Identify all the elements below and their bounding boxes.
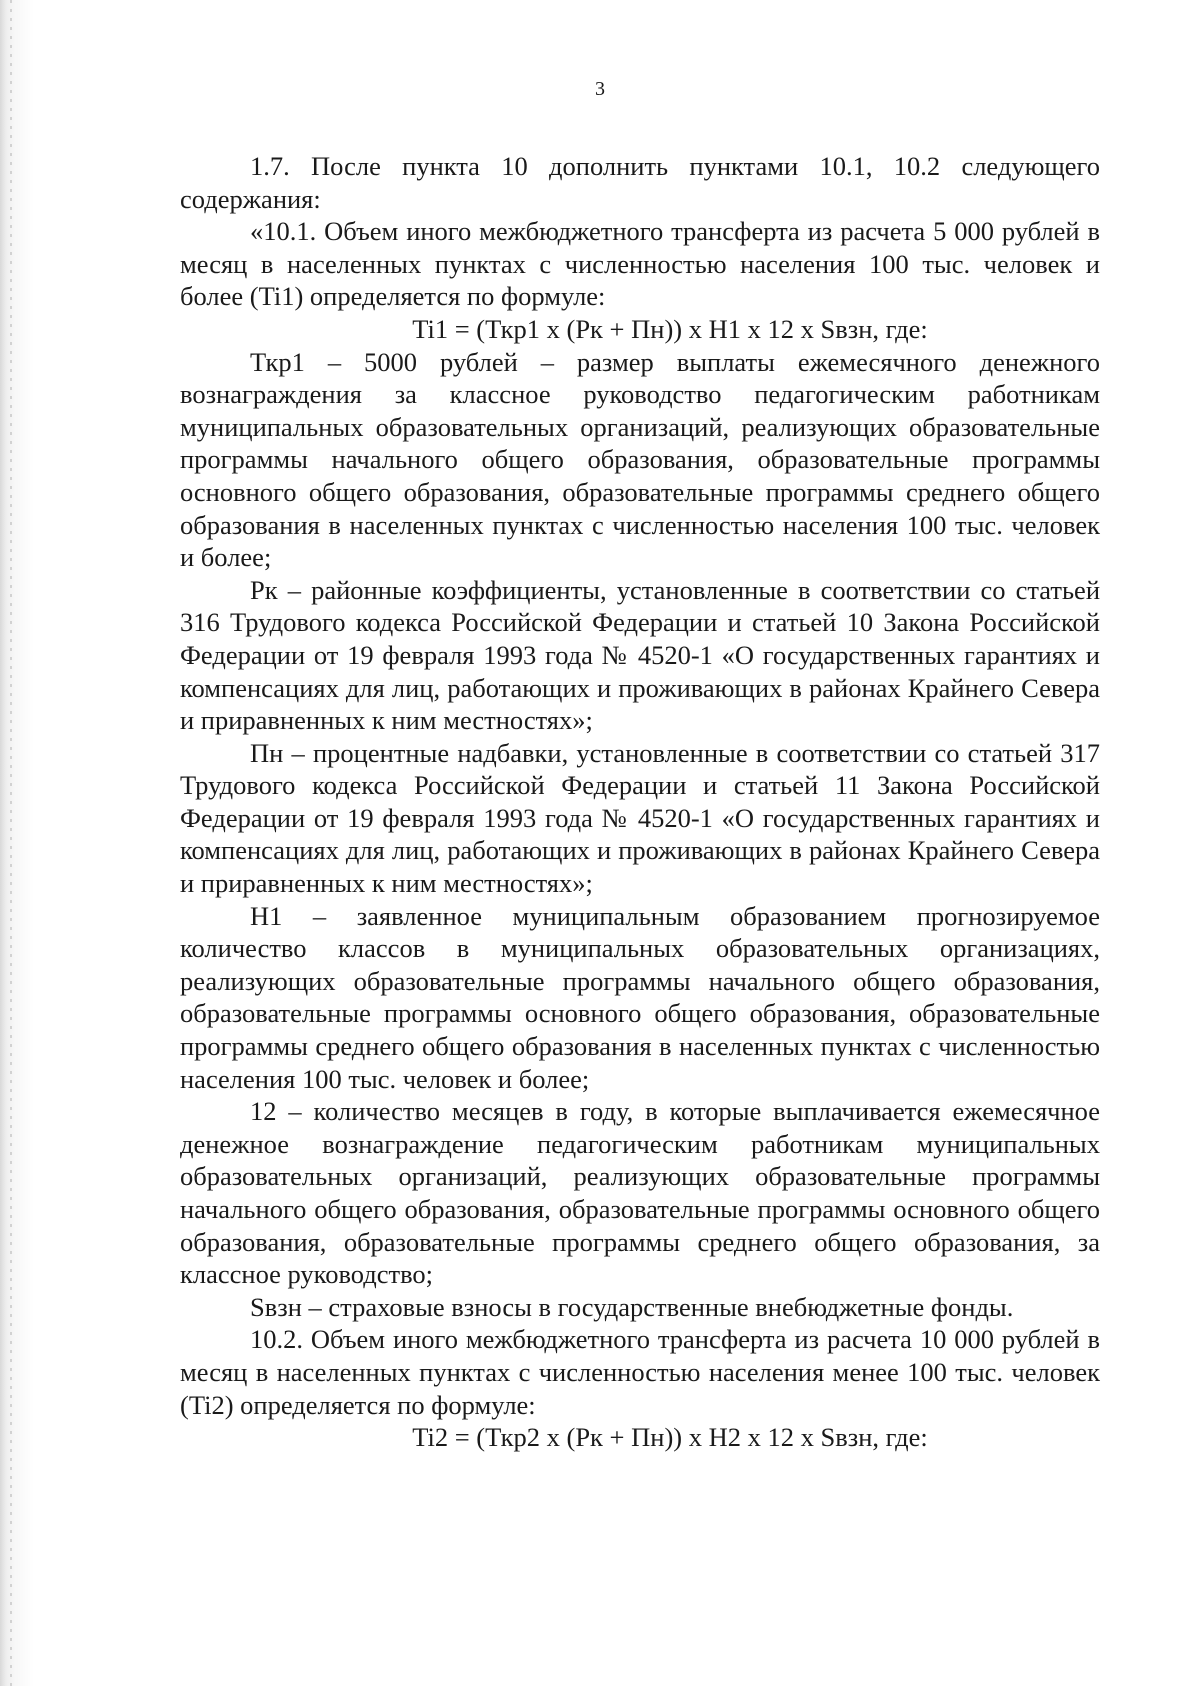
definition-12-months: 12 – количество месяцев в году, в которые выплачивается ежемесячное денежное вознаграждение педагогическим работникам муниципальных образовательных организаций, реализующих образовательные программы начального общего образования, образовательные программы основного общего образования, образовательные программы среднего общего образования, за классное руководство; [180, 1096, 1100, 1290]
formula-ti1: Ti1 = (Ткр1 х (Рк + Пн)) х Н1 х 12 х Sвзн, где: [412, 313, 928, 344]
paragraph-amendment-intro: 1.7. После пункта 10 дополнить пунктами 10.1, 10.2 следующего содержания: [180, 151, 1100, 214]
definition-svzn: Sвзн – страховые взносы в государственные внебюджетные фонды. [250, 1291, 1014, 1322]
paragraph-10-1: «10.1. Объем иного межбюджетного трансферта из расчета 5 000 рублей в месяц в населенных пунктах с численностью населения 100 тыс. человек и более (Ti1) определяется по формуле: [180, 216, 1100, 312]
scan-edge [0, 0, 34, 1686]
definition-rk: Рк – районные коэффициенты, установленные в соответствии со статьей 316 Трудового кодекса Российской Федерации и статьей 10 Закона Российской Федерации от 19 февраля 1993 года № 4520-1 «О государственных гарантиях и компенсациях для лиц, работающих и проживающих в районах Крайнего Севера и приравненных к ним местностях»; [180, 574, 1100, 736]
paragraph-10-2: 10.2. Объем иного межбюджетного трансферта из расчета 10 000 рублей в месяц в населенных пунктах с численностью населения менее 100 тыс. человек (Ti2) определяется по формуле: [180, 1324, 1100, 1420]
definition-tkr1: Ткр1 – 5000 рублей – размер выплаты ежемесячного денежного вознаграждения за классное руководство педагогическим работникам муниципальных образовательных организаций, реализующих образовательные программы начального общего образования, образовательные программы основного общего образования, образовательные программы среднего общего образования в населенных пунктах с численностью населения 100 тыс. человек и более; [180, 346, 1100, 573]
definition-n1: Н1 – заявленное муниципальным образованием прогнозируемое количество классов в муниципальных образовательных организациях, реализующих образовательные программы начального общего образования, образовательные программы основного общего образования, образовательные программы среднего общего образования в населенных пунктах с численностью населения 100 тыс. человек и более; [180, 900, 1100, 1094]
definition-pn: Пн – процентные надбавки, установленные в соответствии со статьей 317 Трудового кодекса Российской Федерации и статьей 11 Закона Российской Федерации от 19 февраля 1993 года № 4520-1 «О государственных гарантиях и компенсациях для лиц, работающих и проживающих в районах Крайнего Севера и приравненных к ним местностях»; [180, 737, 1100, 899]
document-body [180, 150, 1100, 1454]
page-number: 3 [595, 78, 605, 100]
formula-ti2: Ti2 = (Ткр2 х (Рк + Пн)) х Н2 х 12 х Sвзн, где: [412, 1422, 928, 1453]
